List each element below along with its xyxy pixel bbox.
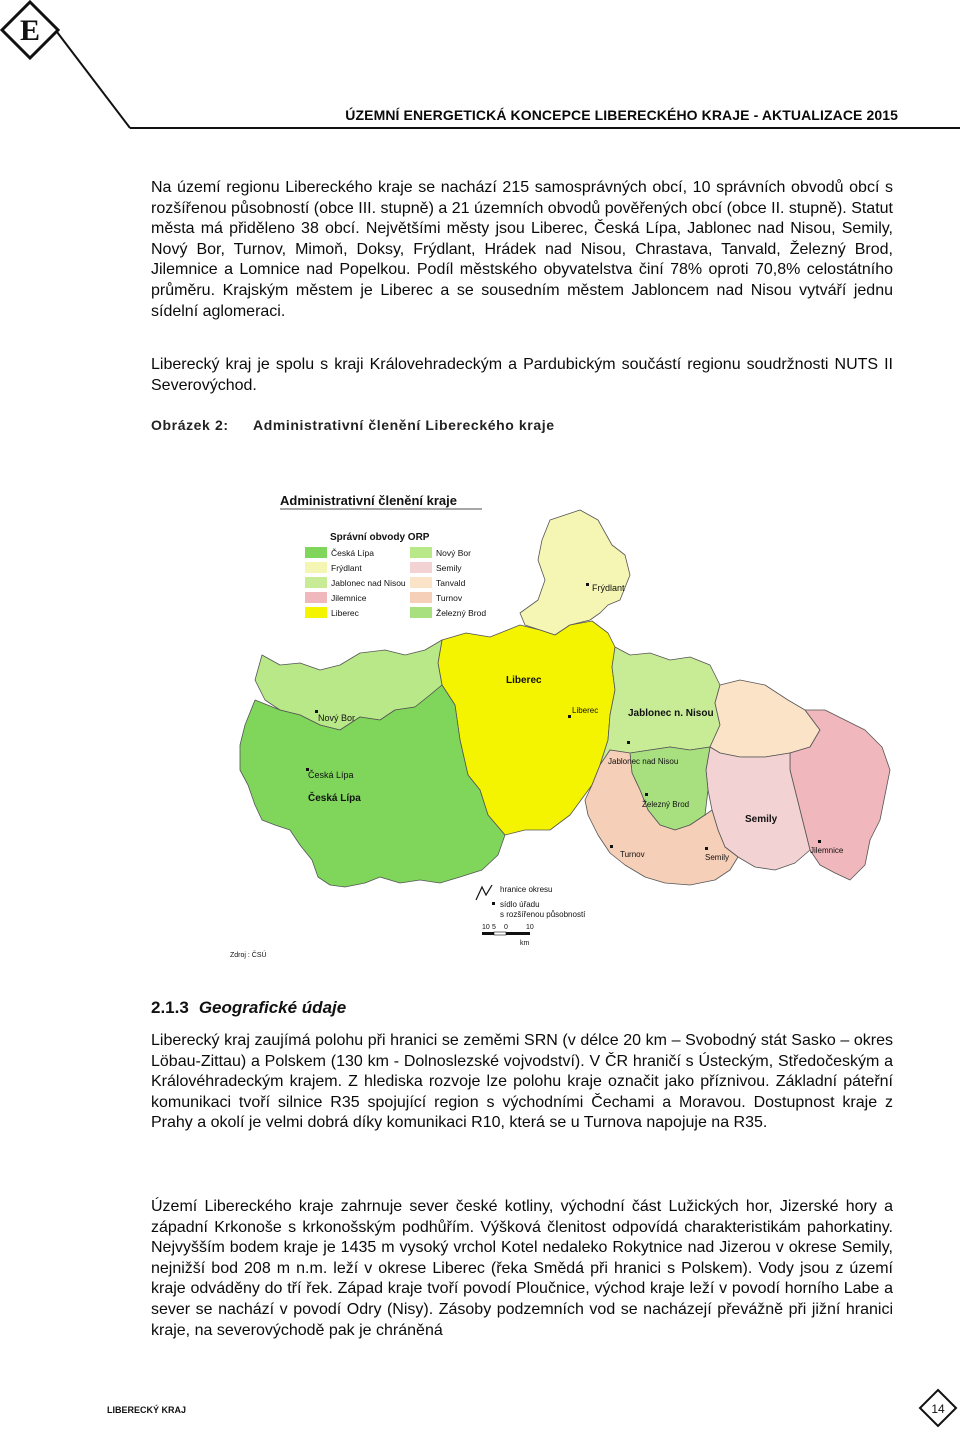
label-liberec: Liberec: [506, 675, 542, 686]
legend-label: Frýdlant: [331, 563, 362, 573]
town-marker-jablonec: [627, 741, 630, 744]
paragraph-1: Na území regionu Libereckého kraje se nachází 215 samosprávných obcí, 10 správních obvodů obcí s rozšířenou působností (obce III. stupně) a 21 územních obvodů pověřených obcí (obce II. stupně). Statut města má přiděleno 38 obcí. Největšími městy jsou Liberec, Česká Lípa, Jablonec nad Nisou, Semily, Nový Bor, Turnov, Mimoň, Doksy, Frýdlant, Hrádek nad Nisou, Chrastava, Tanvald, Železný Brod, Jilemnice a Lomnice nad Popelkou. Podíl městského obyvatelstva činí 78% oproti 70,8% celostátního průměru. Krajským městem je Liberec a se sousedním městem Jabloncem nad Nisou vytváří jednu sídelní aglomeraci.: [151, 179, 893, 320]
page-number: 14: [931, 1402, 945, 1416]
label-liberec-small: Liberec: [572, 706, 599, 715]
legend-label: Tanvald: [436, 578, 466, 588]
paragraph-3: Liberecký kraj zaujímá polohu při hranici se zeměmi SRN (v délce 20 km – Svobodný stát Sasko – okres Löbau-Zittau) a Polskem (130 km - Dolnoslezské vojvodství). V ČR hraničí s Ústeckým, Středočeským a Královéhradeckým krajem. Z hlediska rozvoje lze polohu kraje označit jako příznivou. Základní páteřní komunikaci tvoří silnice R35 spojující region s východními Čechami a Moravou. Dostupnost kraje z Prahy a okolí je velmi dobrá díky komunikaci R10, která se u Turnova napojuje na R35.: [151, 1032, 893, 1132]
label-novy-bor: Nový Bor: [318, 713, 356, 723]
legend-swatch: [410, 562, 432, 573]
administrative-map: [220, 485, 920, 965]
town-marker-liberec: [568, 715, 571, 718]
legend-title: Správní obvody ORP: [330, 532, 430, 543]
legend-swatch: [305, 562, 327, 573]
section-heading: [151, 998, 346, 1018]
legend-label: Liberec: [331, 608, 359, 618]
map-title: Administrativní členění kraje: [280, 493, 458, 508]
label-zelezny-brod: Železný Brod: [642, 800, 690, 809]
paragraph-4: Území Libereckého kraje zahrnuje sever české kotliny, východní část Lužických hor, Jizerské hory a západní Krkonoše s krkonošským podhůřím. Výšková členitost odpovídá charakteristikám pahorkatiny. Nejvyšším bodem kraje je 1435 m vysoký vrchol Kotel nedaleko Rokytnice nad Jizerou v okrese Semily, nejnižší bod 208 m n.m. leží v okrese Liberec (řeka Smědá při hranici s Polskem). Vody jsou z území kraje odváděny do tří řek. Západ kraje tvoří povodí Ploučnice, východ kraje leží v povodí horního Labe a sever se nachází v povodí Odry (Nisy). Zásoby podzemních vod se nacházejí převážně při jižní hranici kraje, na severovýchodě pak je chráněná: [151, 1198, 893, 1339]
scale-tick-5: 5: [492, 924, 496, 931]
region-tanvald: [710, 680, 820, 757]
label-turnov: Turnov: [620, 850, 645, 859]
legend-swatch: [305, 592, 327, 603]
scale-tick-10-left: 10: [482, 924, 490, 931]
map-legend: [305, 532, 486, 618]
figure-title: Administrativní členění Libereckého kraje: [253, 417, 555, 433]
paragraph-2: Liberecký kraj je spolu s kraji Královehradeckým a Pardubickým součástí regionu soudržnosti NUTS II Severovýchod.: [151, 356, 893, 394]
legend-label: Turnov: [436, 593, 463, 603]
town-marker-turnov: [610, 845, 613, 848]
label-jilemnice: Jilemnice: [810, 846, 844, 855]
map-source: Zdroj : ČSÚ: [230, 952, 267, 959]
label-jablonec-small: Jablonec nad Nisou: [608, 757, 679, 766]
legend-swatch: [305, 607, 327, 618]
scale-tick-10-right: 10: [526, 924, 534, 931]
legend-swatch: [410, 592, 432, 603]
label-semily-small: Semily: [705, 853, 730, 862]
figure-caption: [151, 417, 555, 433]
legend-label: Železný Brod: [436, 608, 487, 618]
section-number: 2.1.3: [151, 998, 189, 1017]
map-symbol-legend: [476, 885, 586, 919]
town-marker-zelezny-brod: [645, 793, 648, 796]
legend-seat-label-1: sídlo úřadu: [500, 900, 540, 909]
label-semily: Semily: [745, 814, 778, 825]
legend-swatch: [410, 547, 432, 558]
scale-bar: [482, 924, 534, 947]
logo-letter: E: [19, 14, 41, 47]
scale-tick-0: 0: [504, 924, 508, 931]
legend-swatch: [410, 577, 432, 588]
label-jablonec: Jablonec n. Nisou: [628, 708, 714, 719]
legend-label: Nový Bor: [436, 548, 471, 558]
legend-seat-label-2: s rozšířenou působností: [500, 910, 586, 919]
page-number-badge: [918, 1388, 958, 1428]
legend-swatch: [410, 607, 432, 618]
legend-border-label: hranice okresu: [500, 885, 553, 894]
label-ceska-lipa-small: Česká Lípa: [308, 770, 354, 780]
label-frydlant: Frýdlant: [592, 583, 625, 593]
footer-label: LIBERECKÝ KRAJ: [107, 1405, 187, 1415]
town-marker-jilemnice: [818, 840, 821, 843]
legend-swatch: [305, 547, 327, 558]
scale-unit: km: [520, 940, 530, 947]
legend-label: Jilemnice: [331, 593, 367, 603]
town-marker-semily: [705, 847, 708, 850]
legend-label: Česká Lípa: [331, 548, 374, 558]
legend-label: Semily: [436, 563, 462, 573]
section-title: Geografické údaje: [198, 998, 347, 1017]
legend-label: Jablonec nad Nisou: [331, 578, 406, 588]
label-ceska-lipa: Česká Lípa: [308, 793, 361, 804]
figure-label: Obrázek 2:: [151, 417, 229, 433]
region-frydlant: [520, 510, 630, 635]
region-jablonec: [600, 647, 720, 765]
legend-swatch: [305, 577, 327, 588]
header-title: ÚZEMNÍ ENERGETICKÁ KONCEPCE LIBERECKÉHO KRAJE - AKTUALIZACE 2015: [345, 107, 898, 123]
town-marker-frydlant: [586, 583, 589, 586]
